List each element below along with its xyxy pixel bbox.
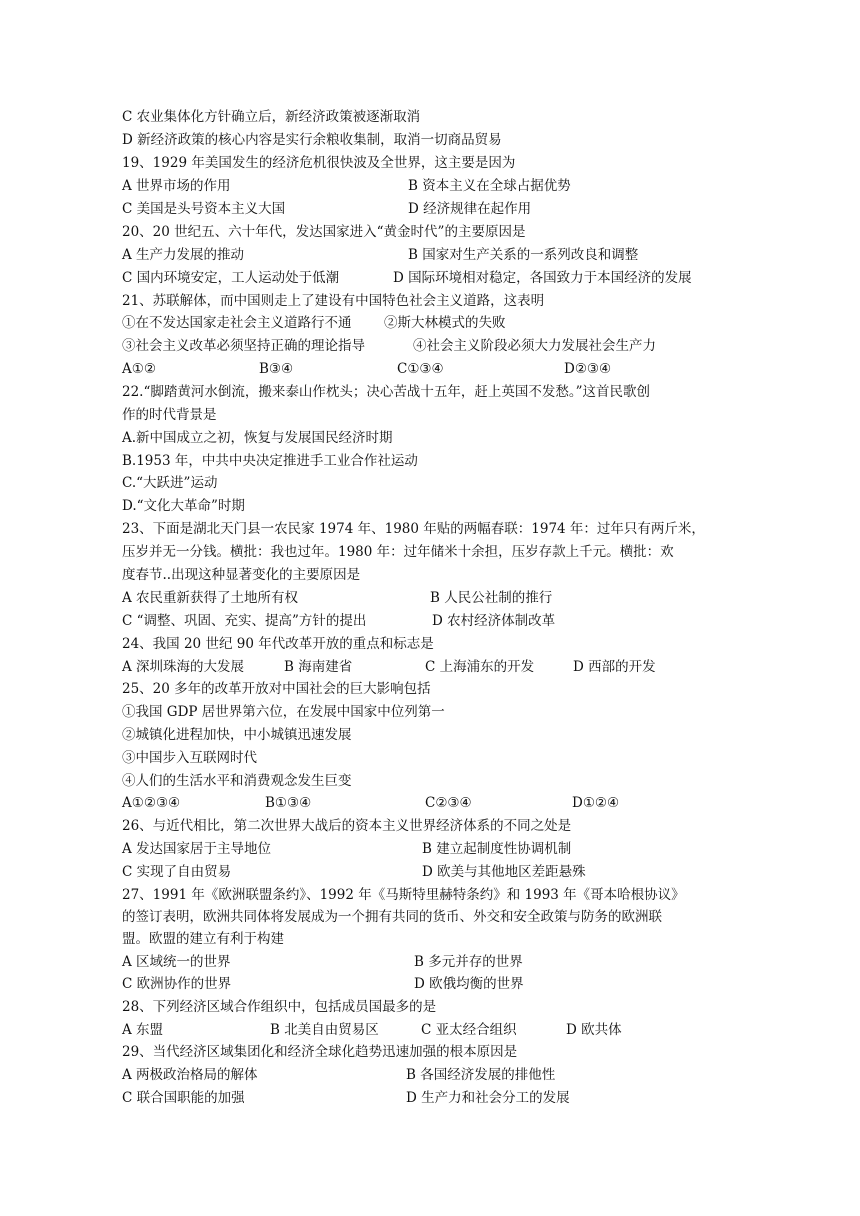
options-row xyxy=(122,198,740,220)
answer-option: D 农村经济体制改革 xyxy=(432,613,556,629)
answer-option: A 世界市场的作用 xyxy=(122,178,231,194)
answer-option: A 深圳珠海的大发展 xyxy=(122,659,245,675)
text-line: D.“文化大革命”时期 xyxy=(122,498,245,514)
answer-option: B 北美自由贸易区 xyxy=(270,1022,379,1038)
answer-option: C 联合国职能的加强 xyxy=(122,1090,245,1106)
text-line: 27、1991 年《欧洲联盟条约》、1992 年《马斯特里赫特条约》和 1993 年《哥本哈根协议》 xyxy=(122,887,685,903)
answer-option: B 建立起制度性协调机制 xyxy=(422,841,572,857)
answer-option: A 发达国家居于主导地位 xyxy=(122,841,272,857)
answer-option: C 国内环境安定，工人运动处于低潮 xyxy=(122,270,340,286)
answer-option: A 农民重新获得了土地所有权 xyxy=(122,590,299,606)
text-line: C.“大跃进”运动 xyxy=(122,475,218,491)
answer-option: A 区域统一的世界 xyxy=(122,954,231,970)
options-row xyxy=(122,861,740,883)
answer-option: B 海南建省 xyxy=(284,659,353,675)
options-row xyxy=(122,792,740,814)
text-line: ③中国步入互联网时代 xyxy=(122,750,257,766)
text-line: D 新经济政策的核心内容是实行余粮收集制，取消一切商品贸易 xyxy=(122,132,502,148)
text-line: 盟。欧盟的建立有利于构建 xyxy=(122,931,284,947)
options-row xyxy=(122,587,740,609)
answer-option: ④社会主义阶段必须大力发展社会生产力 xyxy=(413,338,656,354)
answer-option: B③④ xyxy=(259,361,294,377)
answer-option: D 欧俄均衡的世界 xyxy=(414,976,524,992)
answer-option: C②③④ xyxy=(425,795,472,811)
text-line: A.新中国成立之初，恢复与发展国民经济时期 xyxy=(122,430,393,446)
answer-option: B 人民公社制的推行 xyxy=(430,590,553,606)
options-row xyxy=(122,973,740,995)
answer-option: C 上海浦东的开发 xyxy=(425,659,535,675)
options-row xyxy=(122,838,740,860)
answer-option: C “调整、巩固、充实、提高”方针的提出 xyxy=(122,613,367,629)
options-row xyxy=(122,244,740,266)
text-line: 19、1929 年美国发生的经济危机很快波及全世界，这主要是因为 xyxy=(122,155,516,171)
text-line: C 农业集体化方针确立后，新经济政策被逐渐取消 xyxy=(122,109,421,125)
options-row xyxy=(122,335,740,357)
answer-option: A 东盟 xyxy=(122,1022,164,1038)
text-line: ④人们的生活水平和消费观念发生巨变 xyxy=(122,773,352,789)
answer-option: D①②④ xyxy=(572,795,620,811)
text-line: 25、20 多年的改革开放对中国社会的巨大影响包括 xyxy=(122,681,431,697)
answer-option: D 经济规律在起作用 xyxy=(408,201,532,217)
answer-option: C 欧洲协作的世界 xyxy=(122,976,232,992)
answer-option: D②③④ xyxy=(564,361,612,377)
answer-option: C①③④ xyxy=(397,361,444,377)
text-line: 度春节..出现这种显著变化的主要原因是 xyxy=(122,567,361,583)
answer-option: A 两极政治格局的解体 xyxy=(122,1067,258,1083)
options-row xyxy=(122,951,740,973)
text-line: 29、当代经济区域集团化和经济全球化趋势迅速加强的根本原因是 xyxy=(122,1044,518,1060)
answer-option: B 各国经济发展的排他性 xyxy=(406,1067,556,1083)
options-row xyxy=(122,267,740,289)
text-line: 作的时代背景是 xyxy=(122,407,217,423)
answer-option: ③社会主义改革必须坚持正确的理论指导 xyxy=(122,338,365,354)
text-line: 压岁并无一分钱。横批：我也过年。1980 年：过年储米十余担，压岁存款上千元。横批：欢 xyxy=(122,544,674,560)
text-line: ①我国 GDP 居世界第六位，在发展中国家中位列第一 xyxy=(122,704,445,720)
text-line: 26、与近代相比，第二次世界大战后的资本主义世界经济体系的不同之处是 xyxy=(122,818,572,834)
answer-option: A 生产力发展的推动 xyxy=(122,247,245,263)
text-line: 28、下列经济区域合作组织中，包括成员国最多的是 xyxy=(122,999,437,1015)
text-line: 23、下面是湖北天门县一农民家 1974 年、1980 年贴的两幅春联：1974 年：过年只有两斤米， xyxy=(122,521,705,537)
answer-option: C 美国是头号资本主义大国 xyxy=(122,201,286,217)
answer-option: A①②③④ xyxy=(122,795,181,811)
text-line: B.1953 年，中共中央决定推进手工业合作社运动 xyxy=(122,453,418,469)
options-row xyxy=(122,1064,740,1086)
answer-option: D 欧共体 xyxy=(566,1022,622,1038)
options-row xyxy=(122,656,740,678)
answer-option: D 国际环境相对稳定，各国致力于本国经济的发展 xyxy=(393,270,692,286)
options-row xyxy=(122,610,740,632)
answer-option: B①③④ xyxy=(265,795,312,811)
answer-option: ①在不发达国家走社会主义道路行不通 xyxy=(122,315,352,331)
text-line: ②城镇化进程加快，中小城镇迅速发展 xyxy=(122,727,352,743)
options-row xyxy=(122,1087,740,1109)
answer-option: B 国家对生产关系的一系列改良和调整 xyxy=(408,247,639,263)
options-row xyxy=(122,358,740,380)
answer-option: D 欧美与其他地区差距悬殊 xyxy=(422,864,586,880)
text-line: 的签订表明，欧洲共同体将发展成为一个拥有共同的货币、外交和安全政策与防务的欧洲联 xyxy=(122,909,662,925)
options-row xyxy=(122,175,740,197)
text-line: 20、20 世纪五、六十年代，发达国家进入“黄金时代”的主要原因是 xyxy=(122,224,526,240)
answer-option: B 资本主义在全球占据优势 xyxy=(408,178,571,194)
text-line: 24、我国 20 世纪 90 年代改革开放的重点和标志是 xyxy=(122,636,434,652)
answer-option: D 西部的开发 xyxy=(573,659,656,675)
text-line: 22.“脚踏黄河水倒流，搬来泰山作枕头；决心苦战十五年，赶上英国不发愁。”这首民歌创 xyxy=(122,384,651,400)
options-row xyxy=(122,1019,740,1041)
answer-option: A①② xyxy=(122,361,156,377)
answer-option: C 亚太经合组织 xyxy=(421,1022,517,1038)
answer-option: ②斯大林模式的失败 xyxy=(384,315,506,331)
text-line: 21、苏联解体，而中国则走上了建设有中国特色社会主义道路，这表明 xyxy=(122,293,545,309)
answer-option: B 多元并存的世界 xyxy=(414,954,523,970)
answer-option: D 生产力和社会分工的发展 xyxy=(406,1090,570,1106)
options-row xyxy=(122,312,740,334)
answer-option: C 实现了自由贸易 xyxy=(122,864,232,880)
